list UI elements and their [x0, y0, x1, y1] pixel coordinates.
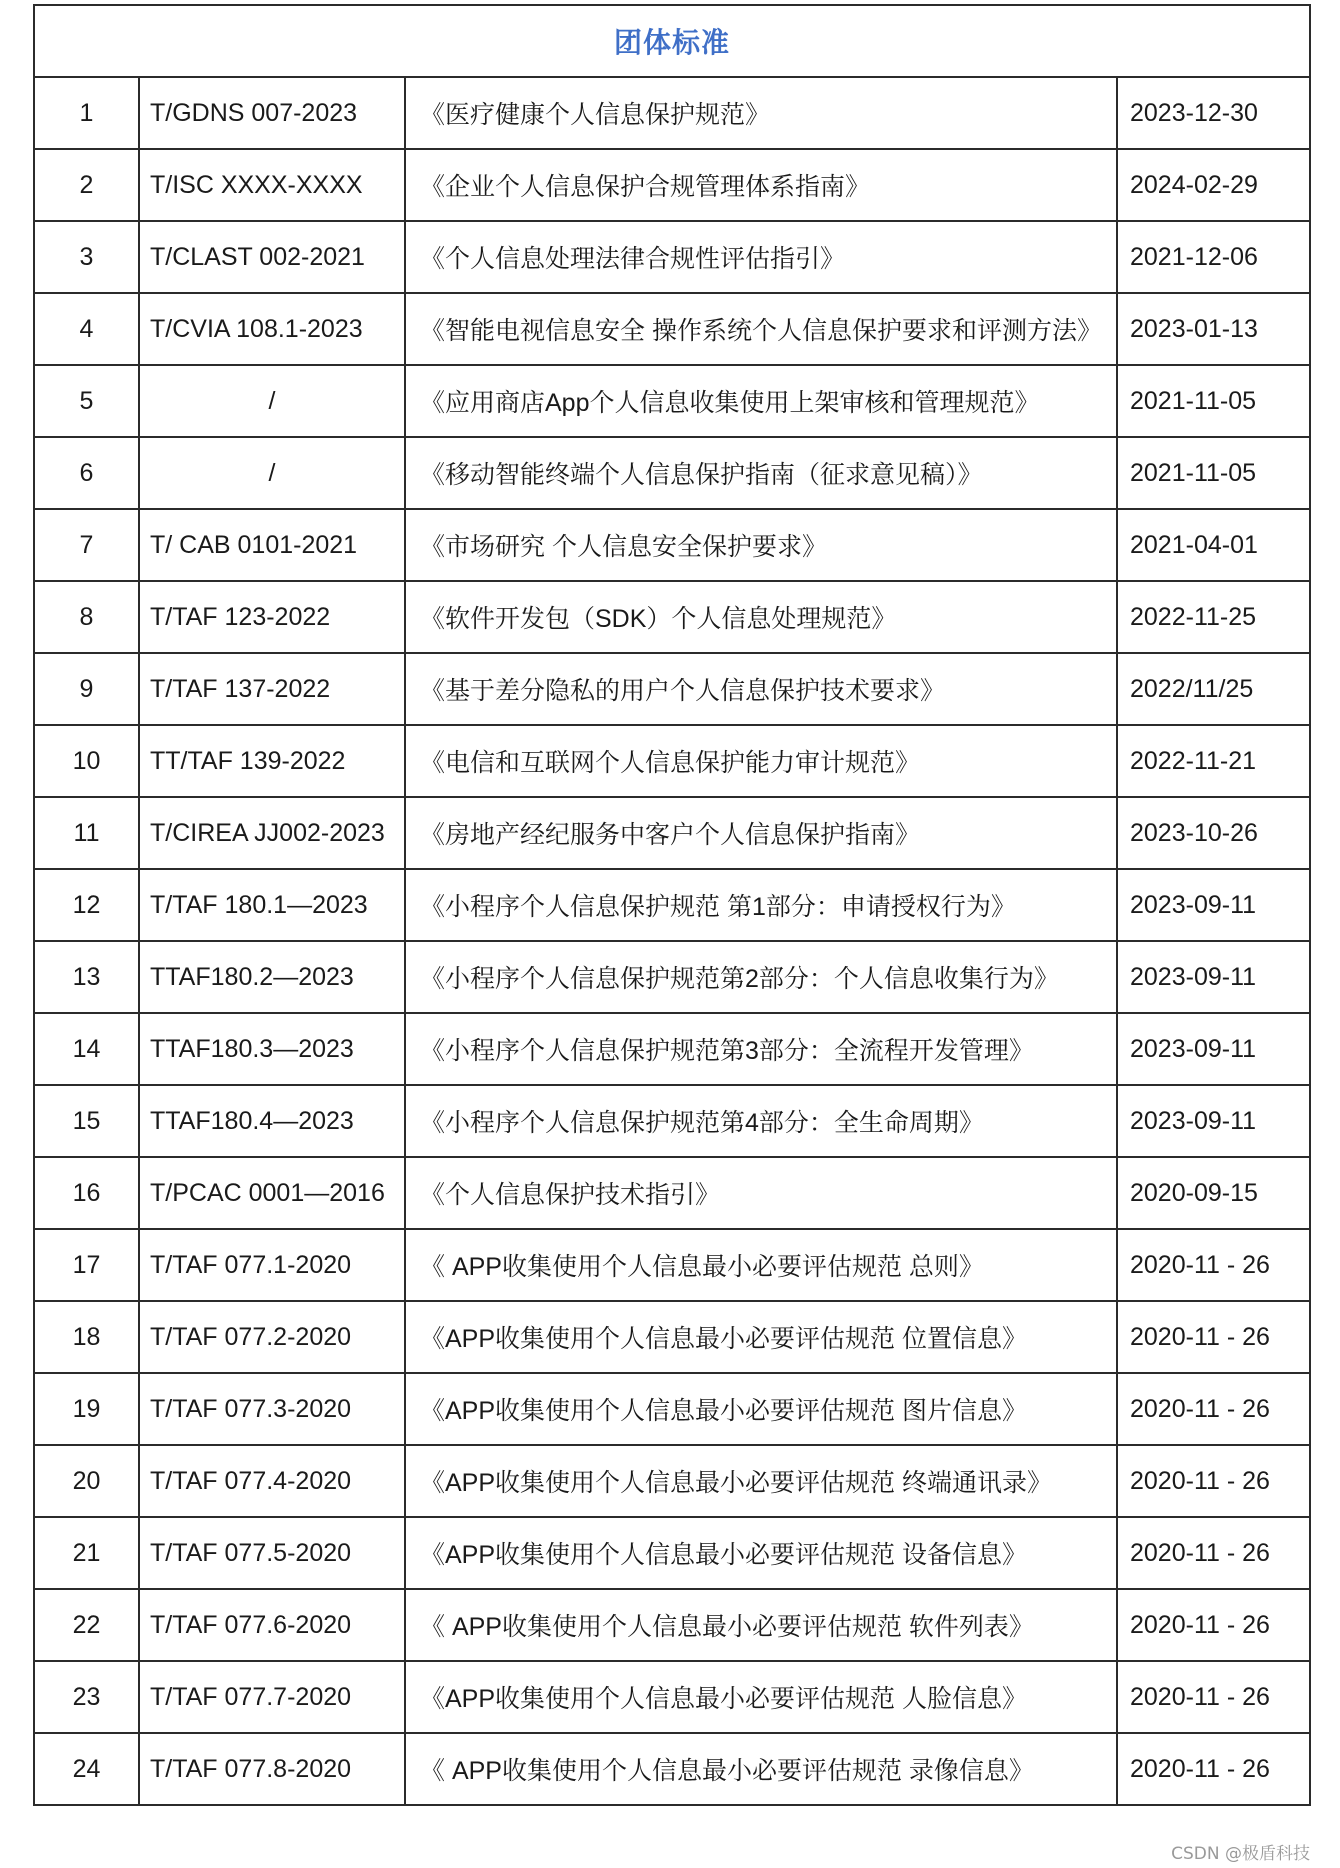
standard-name: 《移动智能终端个人信息保护指南（征求意见稿）》 [405, 437, 1117, 509]
standard-code: T/TAF 077.2-2020 [139, 1301, 405, 1373]
row-number: 19 [34, 1373, 139, 1445]
standard-date: 2022-11-21 [1117, 725, 1310, 797]
standard-name: 《小程序个人信息保护规范 第1部分：申请授权行为》 [405, 869, 1117, 941]
row-number: 18 [34, 1301, 139, 1373]
table-row [34, 149, 1310, 221]
row-number: 4 [34, 293, 139, 365]
row-number: 11 [34, 797, 139, 869]
standard-date: 2021-11-05 [1117, 365, 1310, 437]
standard-code: T/PCAC 0001—2016 [139, 1157, 405, 1229]
standard-name: 《应用商店App个人信息收集使用上架审核和管理规范》 [405, 365, 1117, 437]
standard-date: 2021-12-06 [1117, 221, 1310, 293]
row-number: 12 [34, 869, 139, 941]
table-title-row [34, 5, 1310, 77]
group-standards-table [33, 4, 1311, 1806]
row-number: 23 [34, 1661, 139, 1733]
standard-code: TTAF180.3—2023 [139, 1013, 405, 1085]
row-number: 16 [34, 1157, 139, 1229]
standard-date: 2021-04-01 [1117, 509, 1310, 581]
row-number: 15 [34, 1085, 139, 1157]
standard-code: / [139, 365, 405, 437]
standard-name: 《房地产经纪服务中客户个人信息保护指南》 [405, 797, 1117, 869]
row-number: 9 [34, 653, 139, 725]
row-number: 8 [34, 581, 139, 653]
table-row [34, 869, 1310, 941]
standards-table-container [33, 4, 1309, 1806]
row-number: 6 [34, 437, 139, 509]
standard-code: T/TAF 077.5-2020 [139, 1517, 405, 1589]
standard-code: T/ CAB 0101-2021 [139, 509, 405, 581]
standard-date: 2021-11-05 [1117, 437, 1310, 509]
standard-date: 2022-11-25 [1117, 581, 1310, 653]
standard-name: 《 APP收集使用个人信息最小必要评估规范 软件列表》 [405, 1589, 1117, 1661]
standard-date: 2020-11 - 26 [1117, 1301, 1310, 1373]
row-number: 5 [34, 365, 139, 437]
standard-name: 《软件开发包（SDK）个人信息处理规范》 [405, 581, 1117, 653]
standard-date: 2020-11 - 26 [1117, 1445, 1310, 1517]
row-number: 3 [34, 221, 139, 293]
row-number: 10 [34, 725, 139, 797]
table-body [34, 77, 1310, 1805]
standard-name: 《APP收集使用个人信息最小必要评估规范 设备信息》 [405, 1517, 1117, 1589]
standard-date: 2020-11 - 26 [1117, 1517, 1310, 1589]
row-number: 13 [34, 941, 139, 1013]
standard-code: TTAF180.2—2023 [139, 941, 405, 1013]
table-row [34, 1661, 1310, 1733]
table-row [34, 1445, 1310, 1517]
standard-code: T/TAF 077.6-2020 [139, 1589, 405, 1661]
row-number: 20 [34, 1445, 139, 1517]
standard-date: 2023-09-11 [1117, 869, 1310, 941]
standard-code: / [139, 437, 405, 509]
standard-date: 2023-09-11 [1117, 941, 1310, 1013]
standard-date: 2022/11/25 [1117, 653, 1310, 725]
table-row [34, 1373, 1310, 1445]
table-row [34, 941, 1310, 1013]
standard-name: 《小程序个人信息保护规范第4部分：全生命周期》 [405, 1085, 1117, 1157]
standard-code: T/TAF 123-2022 [139, 581, 405, 653]
table-row [34, 1085, 1310, 1157]
table-row [34, 1229, 1310, 1301]
standard-name: 《 APP收集使用个人信息最小必要评估规范 总则》 [405, 1229, 1117, 1301]
standard-code: TT/TAF 139-2022 [139, 725, 405, 797]
standard-code: T/GDNS 007-2023 [139, 77, 405, 149]
table-row [34, 1157, 1310, 1229]
standard-name: 《APP收集使用个人信息最小必要评估规范 人脸信息》 [405, 1661, 1117, 1733]
standard-date: 2020-11 - 26 [1117, 1733, 1310, 1805]
standard-code: T/TAF 077.4-2020 [139, 1445, 405, 1517]
table-row [34, 1589, 1310, 1661]
standard-code: T/ISC XXXX-XXXX [139, 149, 405, 221]
standard-date: 2024-02-29 [1117, 149, 1310, 221]
standard-date: 2023-10-26 [1117, 797, 1310, 869]
standard-code: T/CLAST 002-2021 [139, 221, 405, 293]
standard-date: 2023-12-30 [1117, 77, 1310, 149]
table-row [34, 437, 1310, 509]
standard-code: T/TAF 137-2022 [139, 653, 405, 725]
row-number: 2 [34, 149, 139, 221]
table-row [34, 797, 1310, 869]
table-row [34, 653, 1310, 725]
row-number: 24 [34, 1733, 139, 1805]
standard-code: T/TAF 077.1-2020 [139, 1229, 405, 1301]
standard-name: 《市场研究 个人信息安全保护要求》 [405, 509, 1117, 581]
standard-date: 2020-11 - 26 [1117, 1661, 1310, 1733]
table-row [34, 1013, 1310, 1085]
standard-name: 《企业个人信息保护合规管理体系指南》 [405, 149, 1117, 221]
row-number: 14 [34, 1013, 139, 1085]
watermark: CSDN @极盾科技 [1171, 1844, 1310, 1864]
table-title: 团体标准 [34, 5, 1310, 77]
row-number: 1 [34, 77, 139, 149]
standard-code: T/CIREA JJ002-2023 [139, 797, 405, 869]
table-row [34, 725, 1310, 797]
standard-code: T/TAF 077.8-2020 [139, 1733, 405, 1805]
standard-name: 《基于差分隐私的用户个人信息保护技术要求》 [405, 653, 1117, 725]
table-row [34, 77, 1310, 149]
standard-date: 2023-01-13 [1117, 293, 1310, 365]
standard-code: T/TAF 077.3-2020 [139, 1373, 405, 1445]
standard-date: 2020-11 - 26 [1117, 1373, 1310, 1445]
row-number: 17 [34, 1229, 139, 1301]
standard-name: 《医疗健康个人信息保护规范》 [405, 77, 1117, 149]
table-row [34, 581, 1310, 653]
standard-date: 2020-11 - 26 [1117, 1229, 1310, 1301]
standard-name: 《APP收集使用个人信息最小必要评估规范 终端通讯录》 [405, 1445, 1117, 1517]
standard-date: 2023-09-11 [1117, 1013, 1310, 1085]
standard-date: 2023-09-11 [1117, 1085, 1310, 1157]
row-number: 21 [34, 1517, 139, 1589]
standard-code: TTAF180.4—2023 [139, 1085, 405, 1157]
standard-name: 《小程序个人信息保护规范第3部分：全流程开发管理》 [405, 1013, 1117, 1085]
standard-name: 《APP收集使用个人信息最小必要评估规范 位置信息》 [405, 1301, 1117, 1373]
table-row [34, 1517, 1310, 1589]
standard-name: 《小程序个人信息保护规范第2部分：个人信息收集行为》 [405, 941, 1117, 1013]
standard-code: T/TAF 077.7-2020 [139, 1661, 405, 1733]
standard-date: 2020-11 - 26 [1117, 1589, 1310, 1661]
table-row [34, 221, 1310, 293]
standard-code: T/CVIA 108.1-2023 [139, 293, 405, 365]
table-row [34, 509, 1310, 581]
row-number: 22 [34, 1589, 139, 1661]
table-row [34, 293, 1310, 365]
standard-name: 《个人信息处理法律合规性评估指引》 [405, 221, 1117, 293]
standard-date: 2020-09-15 [1117, 1157, 1310, 1229]
standard-code: T/TAF 180.1—2023 [139, 869, 405, 941]
standard-name: 《个人信息保护技术指引》 [405, 1157, 1117, 1229]
standard-name: 《 APP收集使用个人信息最小必要评估规范 录像信息》 [405, 1733, 1117, 1805]
table-row [34, 1301, 1310, 1373]
standard-name: 《电信和互联网个人信息保护能力审计规范》 [405, 725, 1117, 797]
table-row [34, 1733, 1310, 1805]
standard-name: 《APP收集使用个人信息最小必要评估规范 图片信息》 [405, 1373, 1117, 1445]
table-row [34, 365, 1310, 437]
standard-name: 《智能电视信息安全 操作系统个人信息保护要求和评测方法》 [405, 293, 1117, 365]
row-number: 7 [34, 509, 139, 581]
